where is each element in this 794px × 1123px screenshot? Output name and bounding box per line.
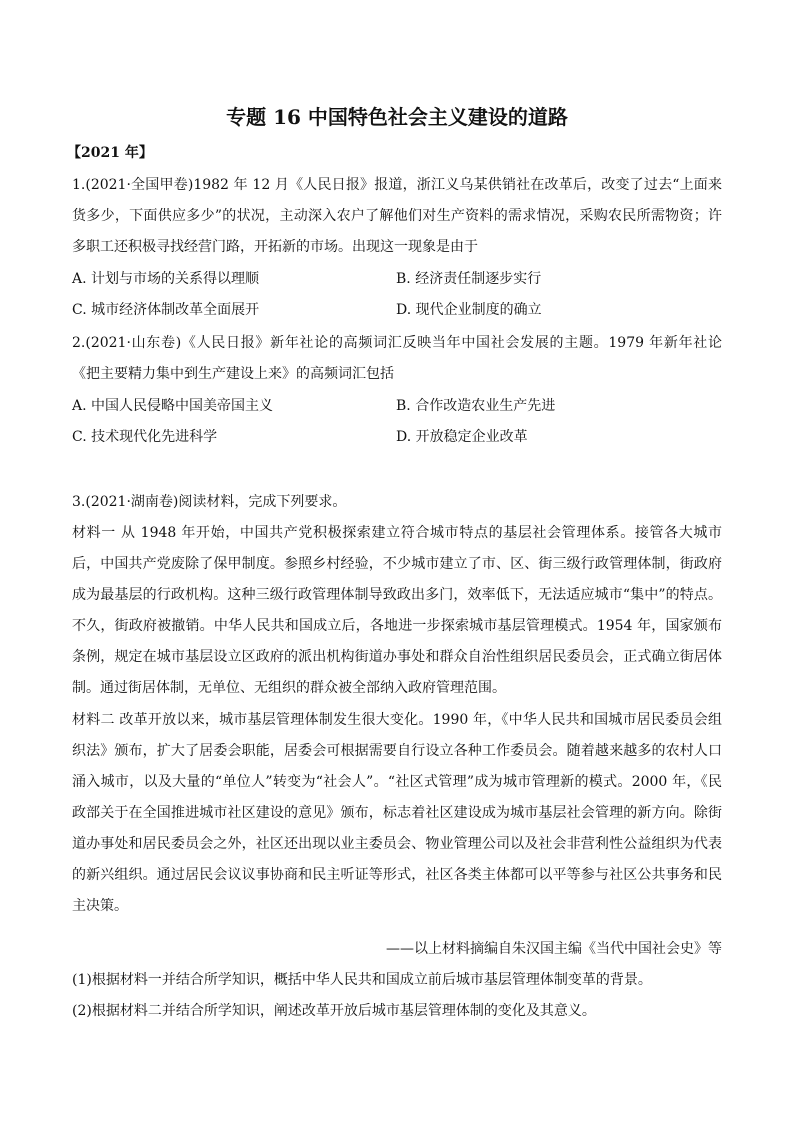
- question-2-option-c: C. 技术现代化先进科学: [72, 429, 218, 445]
- question-1-options-row-1: [72, 264, 722, 295]
- question-2-stem: 2.(2021·山东卷)《人民日报》新年社论的高频词汇反映当年中国社会发展的主题。1979 年新年社论《把主要精力集中到生产建设上来》的高频词汇包括: [72, 335, 722, 382]
- question-2-option-b: B. 合作改造农业生产先进: [396, 398, 556, 414]
- question-3-sub-1: (1)根据材料一并结合所学知识，概括中华人民共和国成立前后城市基层管理体制变革的背景。: [72, 972, 652, 988]
- question-3-material-1: 材料一 从 1948 年开始，中国共产党积极探索建立符合城市特点的基层社会管理体系。接管各大城市后，中国共产党废除了保甲制度。参照乡村经验，不少城市建立了市、区、街三级行政管理体制，街政府成为最基层的行政机构。这种三级行政管理体制导致政出多门，效率低下，无法适应城市“集中”的特点。不久，街政府被撤销。中华人民共和国成立后，各地进一步探索城市基层管理模式。1954 年，国家颁布条例，规定在城市基层设立区政府的派出机构街道办事处和群众自治性组织居民委员会，正式确立街居体制。通过街居体制，无单位、无组织的群众被全部纳入政府管理范围。: [72, 525, 722, 696]
- question-2-option-d: D. 开放稳定企业改革: [396, 429, 528, 445]
- question-3-sub-2: (2)根据材料二并结合所学知识，阐述改革开放后城市基层管理体制的变化及其意义。: [72, 1003, 596, 1019]
- question-1-option-a: A. 计划与市场的关系得以理顺: [72, 271, 260, 287]
- question-3-material-2: 材料二 改革开放以来，城市基层管理体制发生很大变化。1990 年，《中华人民共和国城市居民委员会组织法》颁布，扩大了居委会职能，居委会可根据需要自行设立各种工作委员会。随着越来越多的农村人口涌入城市，以及大量的“单位人”转变为“社会人”。“社区式管理”成为城市管理新的模式。2000 年，《民政部关于在全国推进城市社区建设的意见》颁布，标志着社区建设成为城市基层社会管理的新方向。除街道办事处和居民委员会之外，社区还出现以业主委员会、物业管理公司以及社会非营利性公益组织为代表的新兴组织。通过居民会议议事协商和民主听证等形式，社区各类主体都可以平等参与社区公共事务和民主决策。: [72, 712, 722, 914]
- question-1-stem: 1.(2021·全国甲卷)1982 年 12 月《人民日报》报道，浙江义乌某供销社在改革后，改变了过去“上面来货多少，下面供应多少”的状况，主动深入农户了解他们对生产资料的需求情况，采购农民所需物资；许多职工还积极寻找经营门路，开拓新的市场。出现这一现象是由于: [72, 177, 722, 255]
- year-tag: 【2021 年】: [67, 145, 153, 161]
- question-1-option-b: B. 经济责任制逐步实行: [396, 271, 542, 287]
- question-1-options-row-2: [72, 295, 722, 326]
- question-2-options-row-1: [72, 391, 722, 422]
- question-3-stem: 3.(2021·湖南卷)阅读材料，完成下列要求。: [72, 494, 347, 510]
- question-1-option-d: D. 现代企业制度的确立: [396, 302, 542, 318]
- question-2-option-a: A. 中国人民侵略中国美帝国主义: [72, 398, 274, 414]
- question-2-options-row-2: [72, 422, 722, 453]
- material-source: ——以上材料摘编自朱汉国主编《当代中国社会史》等: [386, 941, 722, 957]
- question-1-option-c: C. 城市经济体制改革全面展开: [72, 302, 260, 318]
- page-title: 专题 16 中国特色社会主义建设的道路: [226, 105, 568, 129]
